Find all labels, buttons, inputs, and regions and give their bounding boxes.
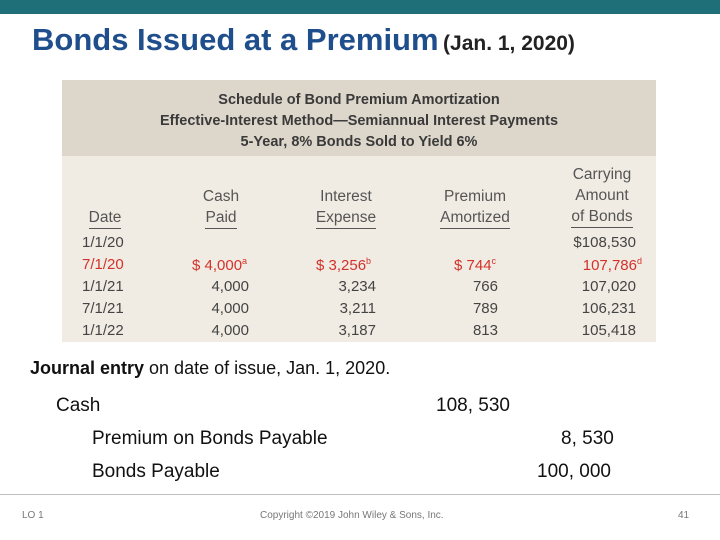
cell-interest: 3,211 (339, 300, 376, 317)
footer-page-number: 41 (678, 510, 690, 521)
cell-carrying: 106,231 (581, 300, 636, 317)
cell-carrying: $108,530 (573, 234, 636, 251)
cell-date: 1/1/20 (82, 234, 124, 251)
cell-date: 1/1/21 (82, 278, 124, 295)
footer-learning-objective: LO 1 (22, 510, 44, 521)
cell-premium: 789 (472, 300, 498, 317)
cell-carrying (583, 256, 642, 274)
cell-interest-value: $ 3,256 (316, 257, 367, 274)
schedule-row-highlight (62, 256, 656, 278)
cell-date: 1/1/22 (82, 322, 124, 339)
slide-title (32, 22, 575, 58)
journal-debit-cash: 108, 530 (436, 395, 510, 416)
journal-account-bonds: Bonds Payable (92, 461, 220, 482)
slide-title-sub: (Jan. 1, 2020) (443, 32, 575, 55)
col-header-date: Date (82, 207, 128, 229)
cell-premium: 813 (472, 322, 498, 339)
journal-account-premium: Premium on Bonds Payable (92, 428, 328, 449)
cell-interest: 3,187 (338, 322, 376, 339)
schedule-row (62, 234, 656, 256)
cell-premium-value: $ 744 (454, 257, 492, 274)
cell-cash-value: $ 4,000 (192, 257, 243, 274)
cell-interest (316, 256, 371, 274)
cell-premium (454, 256, 496, 274)
schedule-heading (62, 80, 656, 156)
schedule-row (62, 278, 656, 300)
journal-entry-heading-rest: on date of issue, Jan. 1, 2020. (144, 358, 391, 378)
cell-carrying: 107,020 (581, 278, 636, 295)
footnote-mark: a (242, 256, 248, 266)
cell-cash: 4,000 (211, 322, 249, 339)
journal-entry-heading (30, 358, 390, 379)
cell-carrying: 105,418 (581, 322, 636, 339)
cell-cash: 4,000 (211, 278, 249, 295)
schedule-heading-line-2: Effective-Interest Method—Semiannual Interest Payments (159, 113, 559, 129)
cell-interest: 3,234 (338, 278, 376, 295)
schedule-row (62, 300, 656, 322)
col-header-interest: Interest Expense (310, 186, 382, 229)
schedule-heading-line-1: Schedule of Bond Premium Amortization (218, 92, 500, 108)
col-header-carrying: Carrying Amount of Bonds (562, 164, 642, 228)
cell-cash (192, 256, 247, 274)
footer-copyright: Copyright ©2019 John Wiley & Sons, Inc. (260, 510, 444, 521)
footnote-mark: d (636, 256, 642, 266)
footnote-mark: c (491, 256, 497, 266)
footer-divider (0, 494, 720, 495)
col-header-cash: Cash Paid (190, 186, 252, 229)
slide-title-main: Bonds Issued at a Premium (32, 22, 439, 57)
slide-top-bar (0, 0, 720, 14)
cell-date: 7/1/21 (82, 300, 124, 317)
journal-credit-bonds: 100, 000 (537, 461, 611, 482)
col-header-premium: Premium Amortized (432, 186, 518, 229)
footnote-mark: b (366, 256, 372, 266)
journal-entry-heading-bold: Journal entry (30, 358, 145, 378)
journal-account-cash: Cash (56, 395, 101, 416)
cell-cash: 4,000 (211, 300, 249, 317)
amortization-schedule (62, 80, 656, 342)
cell-date: 7/1/20 (82, 256, 124, 273)
schedule-heading-line-3: 5-Year, 8% Bonds Sold to Yield 6% (240, 134, 478, 150)
cell-carrying-value: 107,786 (582, 257, 637, 274)
schedule-row (62, 322, 656, 344)
journal-credit-premium: 8, 530 (561, 428, 614, 449)
cell-premium: 766 (472, 278, 498, 295)
